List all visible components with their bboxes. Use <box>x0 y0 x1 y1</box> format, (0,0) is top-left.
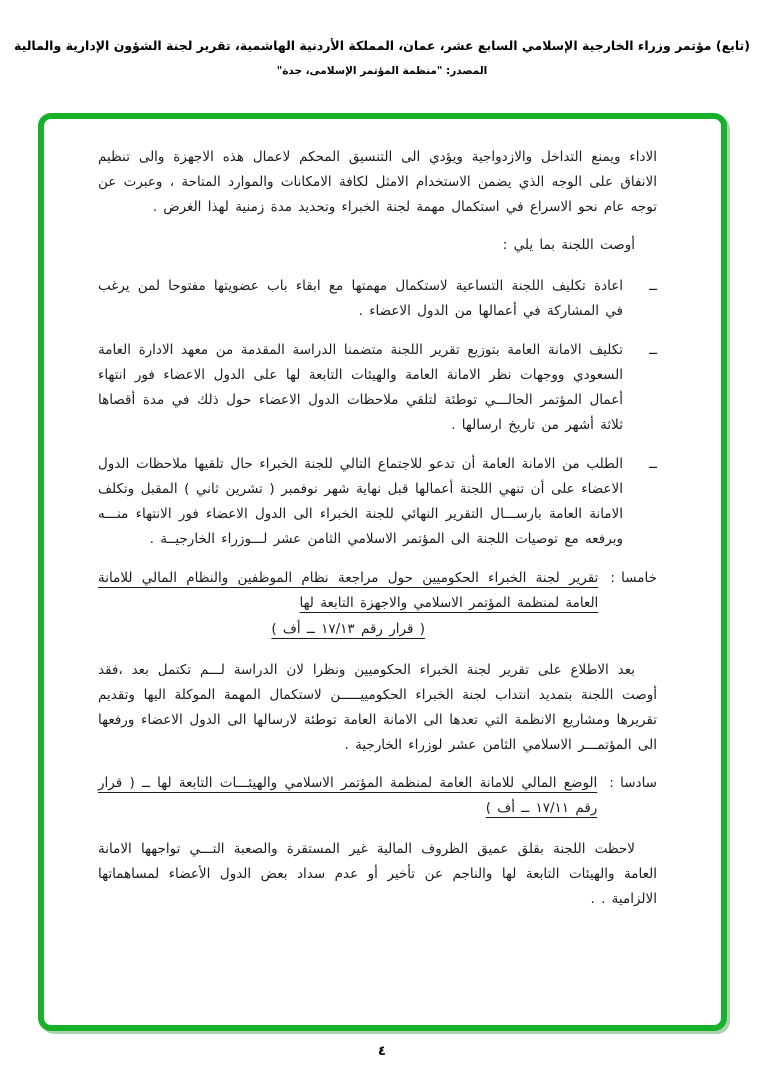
section-five-label: خامسا : <box>610 570 657 586</box>
section-five-heading <box>98 566 657 642</box>
bullet-text-1: اعادة تكليف اللجنة التساعية لاستكمال مهمتها مع ابقاء باب عضويتها مفتوحا لمن يرغب في المشاركة في أعمالها من الدول الاعضاء . <box>98 278 623 319</box>
paragraph-continuation: الاداء ويمنع التداخل والازدواجية ويؤدي الى التنسيق المحكم لاعمال هذه الاجهزة والى تنظيم الانفاق على الوجه الذي يضمن الاستخدام الامثل لكافة الامكانات والموارد المتاحة ، وعبرت عن توجه عام نحو الاسراع في استكمال مهمة لجنة الخبراء وتحديد مدة زمنية لهذا الغرض . <box>98 149 657 215</box>
dash-bullet-icon: ــ <box>649 456 657 472</box>
bullet-text-2: تكليف الامانة العامة بتوزيع تقرير اللجنة متضمنا الدراسة المقدمة من معهد الادارة العامة السعودي ووجهات نظر الامانة العامة والهيئات التابعة لها على الدول الاعضاء فور انتهاء أعمال المؤتمر الحالـــي توطئة لتلقي ملاحظات الدول الاعضاء حول ذلك في مدة أقصاها ثلاثة أشهر من تاريخ ارسالها . <box>98 342 623 433</box>
bullet-item-1 <box>98 274 657 324</box>
bullet-text-3: الطلب من الامانة العامة أن تدعو للاجتماع التالي للجنة الخبراء حال تلقيها ملاحظات الدول الاعضاء على أن تنهي اللجنة أعمالها قبل نهاية شهر نوفمبر ( تشرين ثاني ) المقبل وتكلف الامانة العامة بارســـال التقرير النهائي للجنة الخبراء الى الدول الاعضاء فور الانتهاء منـــه وبرفعه مع توصيات اللجنة الى المؤتمر الاسلامي الثامن عشر لـــوزراء الخارجيــة . <box>98 456 623 547</box>
section-five-resolution-ref: ( قرار رقم ١٧/١٣ ــ أف ) <box>271 621 425 637</box>
document-title: (تابع) مؤتمر وزراء الخارجية الإسلامي السابع عشر، عمان، المملكة الأردنية الهاشمية، تقرير لجنة الشؤون الإدارية والمالية <box>14 38 750 53</box>
dash-bullet-icon: ــ <box>649 278 657 294</box>
bullet-item-3 <box>98 452 657 552</box>
bullet-item-2 <box>98 338 657 438</box>
section-five-ref-line <box>98 617 598 642</box>
page-number: ٤ <box>378 1044 386 1059</box>
section-six-heading <box>98 771 657 821</box>
section-six-label: سادسا : <box>609 775 657 791</box>
section-five-title: تقرير لجنة الخبراء الحكوميين حول مراجعة نظام الموظفين والنظام المالي للامانة العامة لمنظمة المؤتمر الاسلامي والاجهزة التابعة لها <box>98 570 599 611</box>
green-border-frame <box>38 113 727 1031</box>
section-six-body: لاحظت اللجنة بقلق عميق الظروف المالية غير المستقرة والصعبة التـــي تواجهها الامانة العامة والهيئات التابعة لها والناجم عن تأخير أو عدم سداد بعض الدول الأعضاء لمساهماتها الالزامية . . <box>98 841 657 907</box>
recommendations-intro: أوصت اللجنة بما يلي : <box>502 237 635 253</box>
document-header <box>0 38 764 77</box>
section-six-title-block <box>98 771 597 821</box>
dash-bullet-icon: ــ <box>649 342 657 358</box>
section-six-title: الوضع المالي للامانة العامة لمنظمة المؤتمر الاسلامي والهيئـــات التابعة لها ــ ( قرار رقم ١٧/١١ ــ أف ) <box>98 775 598 816</box>
document-body <box>44 119 721 1025</box>
document-source: المصدر: "منظمة المؤتمر الإسلامى، جدة" <box>276 65 488 77</box>
section-five-title-block <box>98 566 598 642</box>
section-five-body: بعد الاطلاع على تقرير لجنة الخبراء الحكوميين ونظرا لان الدراسة لـــم تكتمل بعد ،فقد أوصت اللجنة بتمديد انتداب لجنة الخبراء الحكومييـــــن لاستكمال المهمة الموكلة اليها وتقديم تقريرها ومشاريع الانظمة التي تعدها الى الامانة العامة توطئة لارسالها الى الدول الاعضاء ورفعها الى المؤتمـــر الاسلامي الثامن عشر لوزراء الخارجية . <box>98 662 657 753</box>
